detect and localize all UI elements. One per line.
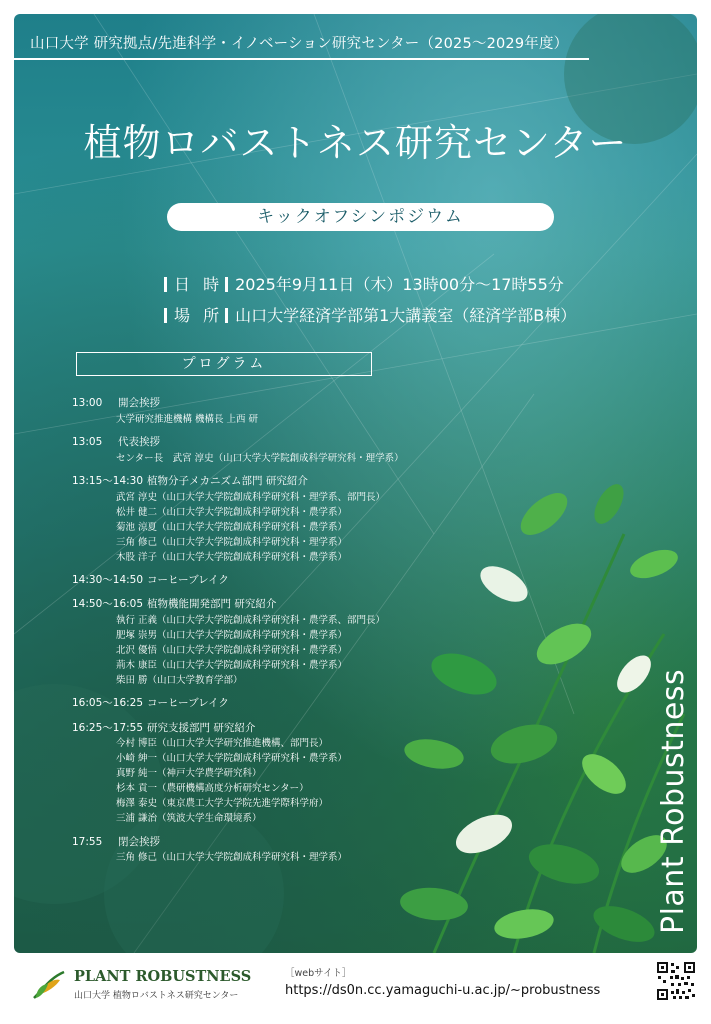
program-item-head xyxy=(72,597,492,613)
place-label: 場 所 xyxy=(174,306,224,325)
program-time: 13:05 xyxy=(72,436,103,449)
web-label: ［webサイト］ xyxy=(285,968,352,979)
subtitle-pill: キックオフシンポジウム xyxy=(167,203,554,231)
program-title: 開会挨拶 xyxy=(118,397,160,409)
program-item xyxy=(72,721,492,827)
date-row xyxy=(164,272,564,295)
page-title: 植物ロバストネス研究センター xyxy=(83,121,628,165)
program-item-head xyxy=(72,696,492,712)
program-speaker: 杉本 貢一（農研機構高度分析研究センター） xyxy=(116,783,309,795)
program-title: コーヒーブレイク xyxy=(147,697,229,710)
vertical-brand-text: Plant Robustness xyxy=(656,668,691,934)
program-title: コーヒーブレイク xyxy=(147,574,229,587)
program-title: 代表挨拶 xyxy=(118,436,160,449)
program-speaker: 真野 純一（神戸大学農学研究科） xyxy=(116,768,262,780)
program-speaker: 今村 博臣（山口大学大学研究推進機構、部門長） xyxy=(116,738,329,750)
logo-wordmark: PLANT ROBUSTNESS xyxy=(74,968,252,985)
program-speaker: 肥塚 崇男（山口大学大学院創成科学研究科・農学系） xyxy=(116,629,348,641)
program-time: 13:15〜14:30 xyxy=(72,475,144,488)
poster xyxy=(14,14,697,953)
program-item-head xyxy=(72,721,492,737)
program-list xyxy=(72,396,492,874)
program-item xyxy=(72,597,492,688)
program-time: 16:25〜17:55 xyxy=(72,721,144,734)
place-bar-left xyxy=(164,308,167,323)
program-item-head xyxy=(72,474,492,490)
date-bar-left xyxy=(164,277,167,292)
program-speaker: 菊池 涼夏（山口大学大学院創成科学研究科・農学系） xyxy=(116,521,348,533)
qr-code-icon[interactable] xyxy=(656,961,696,1001)
program-title: 研究支援部門 研究紹介 xyxy=(147,721,256,734)
date-label: 日 時 xyxy=(174,275,224,294)
place-bar-right xyxy=(225,308,228,323)
program-speaker: 荊木 康臣（山口大学大学院創成科学研究科・農学系） xyxy=(116,659,348,671)
program-speaker: 三角 修己（山口大学大学院創成科学研究科・理学系） xyxy=(116,852,348,864)
program-title: 植物分子メカニズム部門 研究紹介 xyxy=(147,475,308,488)
program-time: 17:55 xyxy=(72,835,103,848)
program-speaker: 木股 洋子（山口大学大学院創成科学研究科・農学系） xyxy=(116,551,348,563)
program-title: 植物機能開発部門 研究紹介 xyxy=(147,598,277,611)
logo-subtext: 山口大学 植物ロバストネス研究センター xyxy=(74,991,239,1001)
date-bar-right xyxy=(225,277,228,292)
program-item-head xyxy=(72,835,492,851)
program-title: 閉会挨拶 xyxy=(118,835,160,848)
program-item-head xyxy=(72,396,492,412)
program-speaker: センター長 武宮 淳史（山口大学大学院創成科学研究科・理学系） xyxy=(116,452,404,464)
program-time: 13:00 xyxy=(72,397,103,409)
place-value: 山口大学経済学部第1大講義室（経済学部B棟） xyxy=(235,306,577,325)
program-speaker: 三浦 謙治（筑波大学生命環境系） xyxy=(116,813,262,825)
program-time: 16:05〜16:25 xyxy=(72,697,144,710)
program-item xyxy=(72,396,492,427)
program-speaker: 執行 正義（山口大学大学院創成科学研究科・農学系、部門長） xyxy=(116,614,386,626)
program-time: 14:50〜16:05 xyxy=(72,598,144,611)
program-item-head xyxy=(72,435,492,451)
date-value: 2025年9月11日（木）13時00分〜17時55分 xyxy=(235,275,564,294)
program-item xyxy=(72,835,492,866)
program-speaker: 柴田 勝（山口大学教育学部） xyxy=(116,674,243,686)
program-speaker: 武宮 淳史（山口大学大学院創成科学研究科・理学系、部門長） xyxy=(116,491,386,503)
program-speaker: 北沢 優悟（山口大学大学院創成科学研究科・農学系） xyxy=(116,644,348,656)
program-speaker: 松井 健二（山口大学大学院創成科学研究科・農学系） xyxy=(116,506,348,518)
header-band-text: 山口大学 研究拠点/先進科学・イノベーション研究センター（2025〜2029年度） xyxy=(30,36,569,52)
program-item xyxy=(72,474,492,565)
program-time: 14:30〜14:50 xyxy=(72,574,144,587)
plant-logo-icon xyxy=(30,968,70,1002)
place-row xyxy=(164,303,576,326)
program-heading: プログラム xyxy=(76,352,372,376)
web-url-link[interactable]: https://ds0n.cc.yamaguchi-u.ac.jp/~probustness xyxy=(285,983,601,998)
program-speaker: 小崎 紳一（山口大学大学院創成科学研究科・農学系） xyxy=(116,753,348,765)
header-rule xyxy=(14,58,589,60)
program-item xyxy=(72,696,492,712)
program-speaker: 三角 修己（山口大学大学院創成科学研究科・理学系） xyxy=(116,536,348,548)
program-item-head xyxy=(72,573,492,589)
program-item xyxy=(72,435,492,466)
program-speaker: 大学研究推進機構 機構長 上西 研 xyxy=(116,413,259,425)
program-item xyxy=(72,573,492,589)
program-speaker: 梅澤 泰史（東京農工大学大学院先進学際科学府） xyxy=(116,798,329,810)
